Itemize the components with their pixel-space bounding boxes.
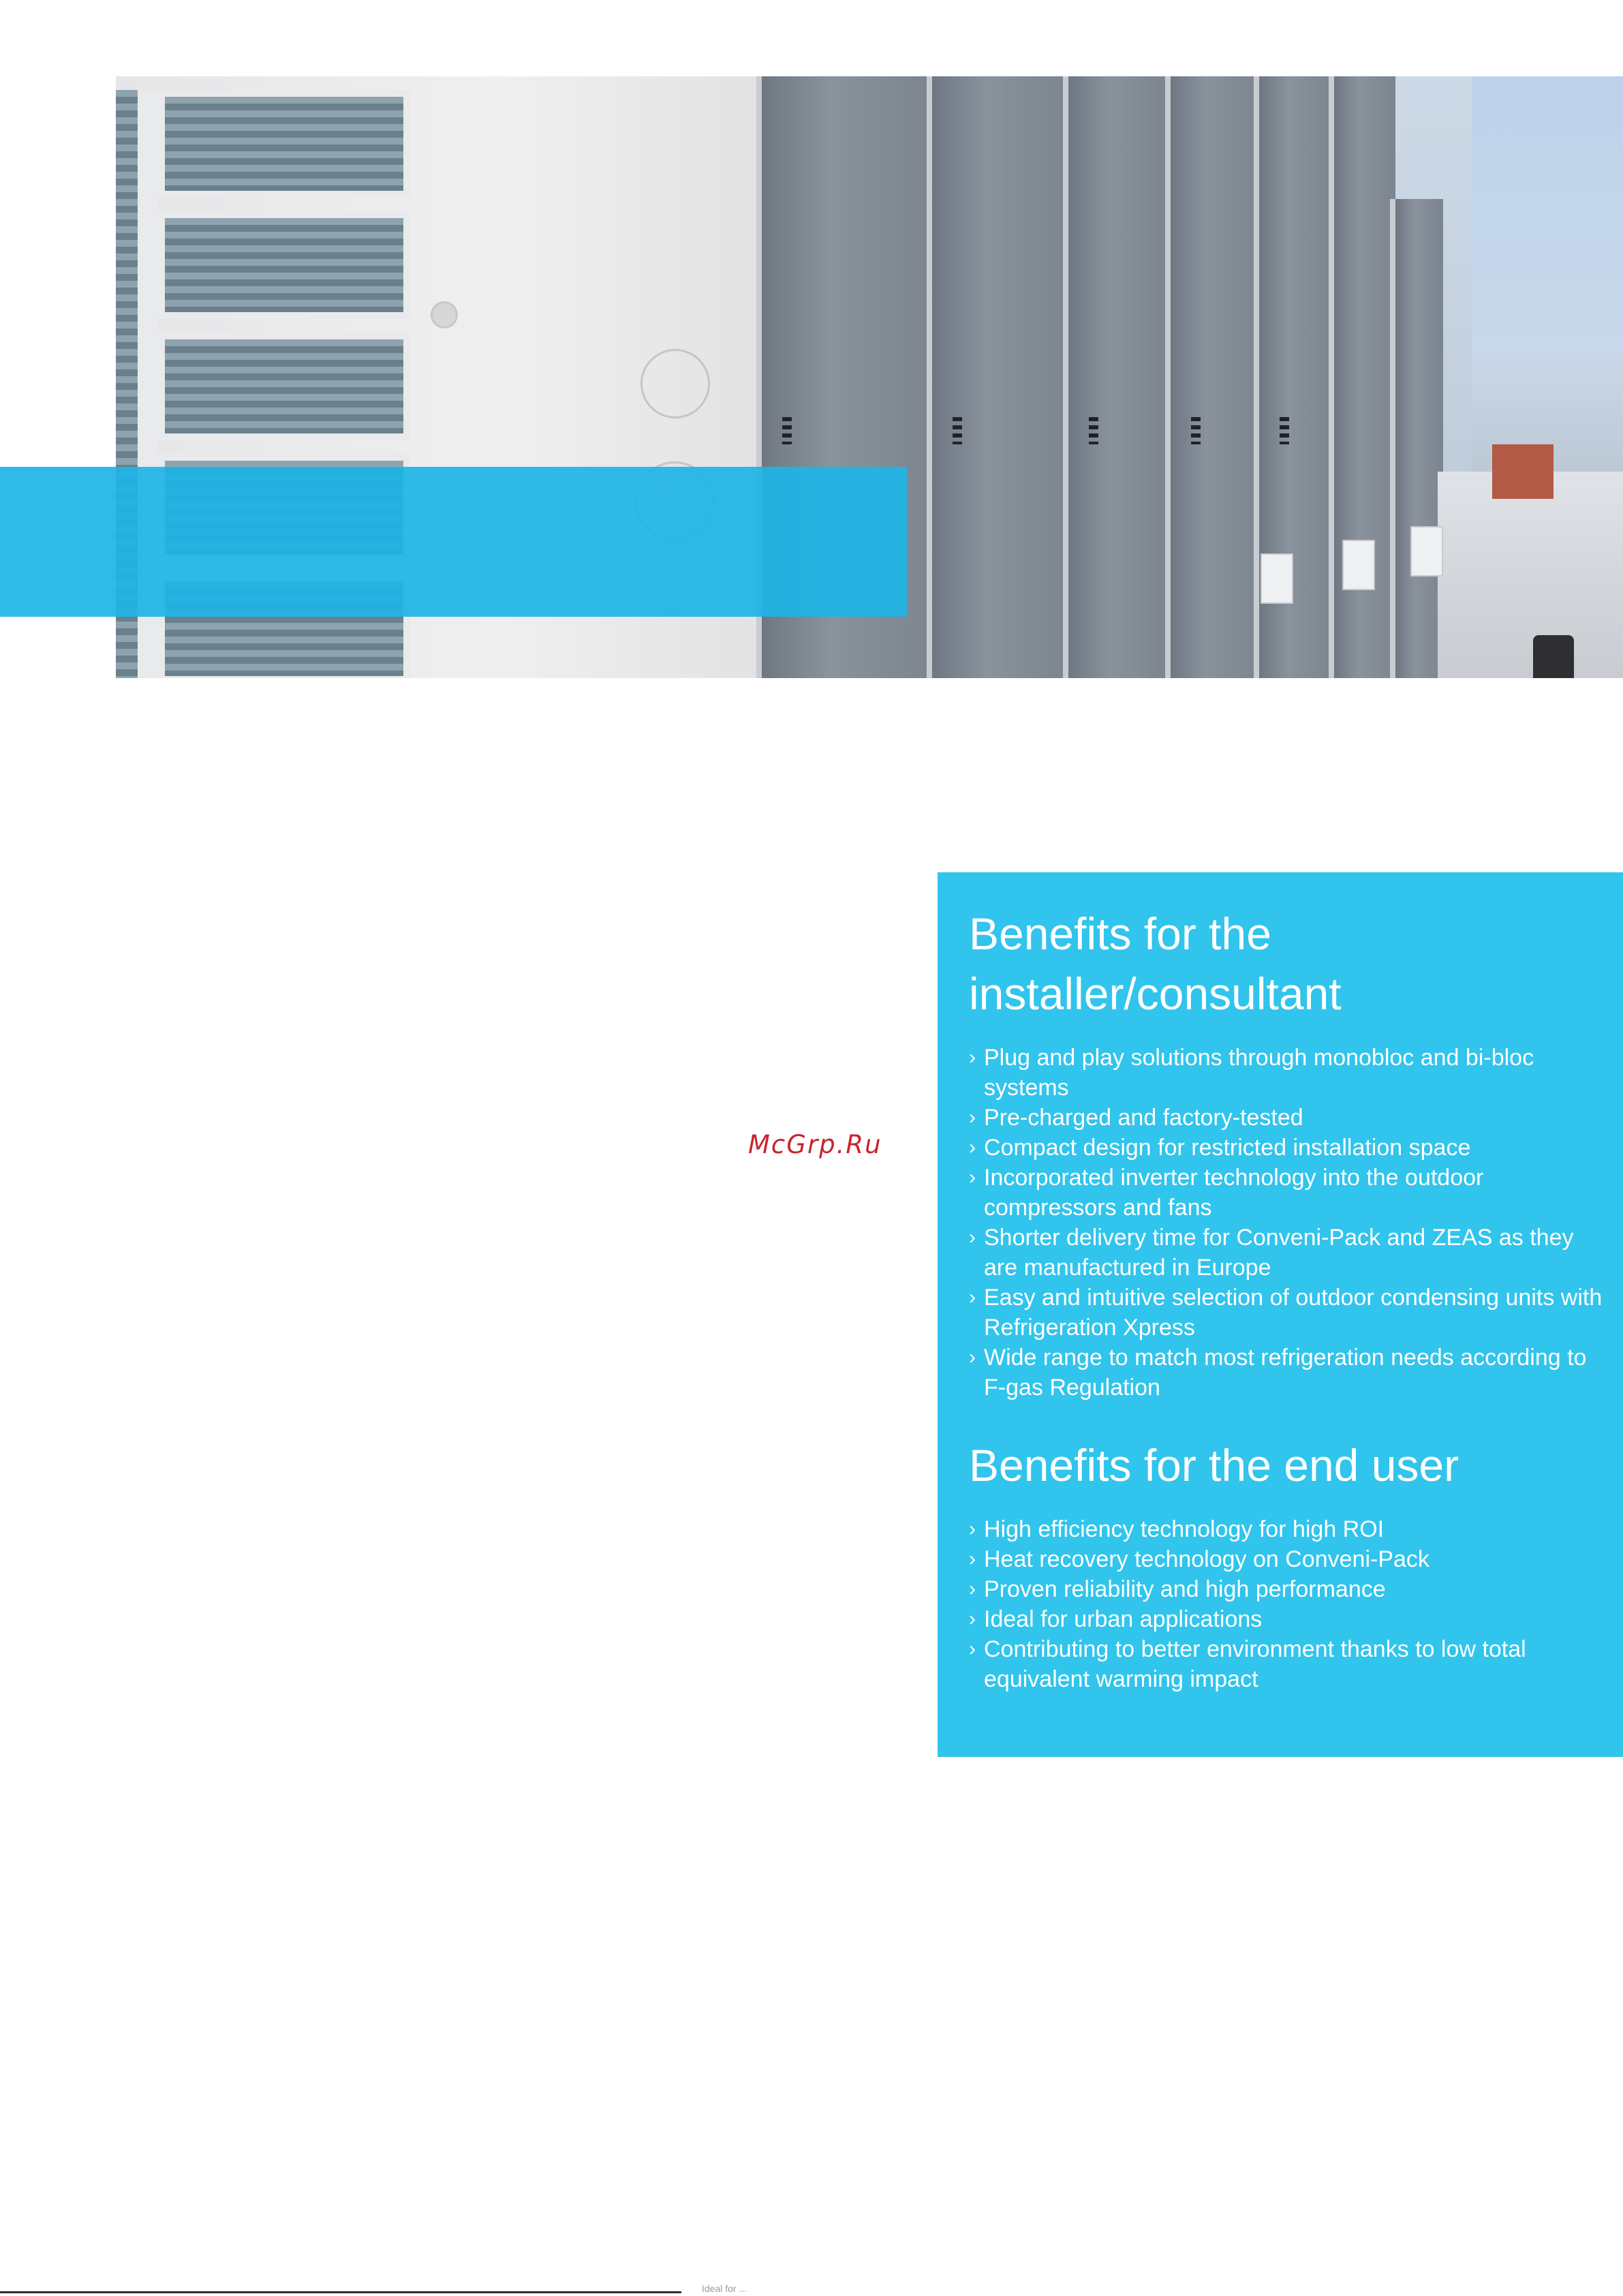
chevron-right-icon: › (969, 1518, 976, 1540)
end-user-benefits-list (969, 1514, 1603, 1694)
chevron-right-icon: › (969, 1608, 976, 1630)
chevron-right-icon: › (969, 1548, 976, 1570)
watermark: McGrp.Ru (748, 1130, 882, 1159)
installer-benefits-heading: Benefits for the installer/consultant (969, 908, 1342, 1019)
list-item: › Pre-charged and factory-tested (969, 1103, 1603, 1133)
chevron-right-icon: › (969, 1166, 976, 1189)
chevron-right-icon: › (969, 1136, 976, 1159)
grey-unit-panel (1390, 199, 1443, 678)
rooftop (1438, 472, 1623, 678)
junction-box (1410, 526, 1443, 577)
grey-unit-panel (1063, 76, 1171, 678)
chevron-right-icon: › (969, 1578, 976, 1600)
footer-small-text: Ideal for ... (702, 2283, 747, 2294)
list-item: › Shorter delivery time for Conveni-Pack and ZEAS as they are manufactured in Europe (969, 1223, 1603, 1283)
chevron-right-icon: › (969, 1638, 976, 1660)
grey-unit-panel (927, 76, 1068, 678)
list-item: › Easy and intuitive selection of outdoor condensing units with Refrigeration Xpress (969, 1283, 1603, 1343)
list-item: › Wide range to match most refrigeration needs according to F-gas Regulation (969, 1343, 1603, 1403)
list-item: › Heat recovery technology on Conveni-Pack (969, 1544, 1603, 1574)
distant-roof (1492, 444, 1554, 499)
chevron-right-icon: › (969, 1226, 976, 1249)
roof-vent-pipe (1533, 635, 1574, 678)
benefits-panel (938, 872, 1623, 1757)
end-user-benefits-heading: Benefits for the end user (969, 1440, 1459, 1490)
unit-knob (431, 301, 458, 328)
chevron-right-icon: › (969, 1286, 976, 1308)
chevron-right-icon: › (969, 1046, 976, 1069)
list-item: › Incorporated inverter technology into the outdoor compressors and fans (969, 1163, 1603, 1223)
blue-banner (0, 467, 907, 617)
end-user-section (969, 1435, 1603, 1694)
list-item: › Contributing to better environment thanks to low total equivalent warming impact (969, 1634, 1603, 1694)
list-item: › Compact design for restricted installation space (969, 1133, 1603, 1163)
unit-circle-mark (640, 349, 710, 418)
chevron-right-icon: › (969, 1106, 976, 1129)
installer-benefits-list (969, 1043, 1603, 1403)
list-item: › Ideal for urban applications (969, 1604, 1603, 1634)
chevron-right-icon: › (969, 1346, 976, 1368)
footer-rule (0, 2291, 681, 2293)
list-item: › High efficiency technology for high ROI (969, 1514, 1603, 1544)
junction-box (1261, 553, 1293, 604)
junction-box (1342, 540, 1375, 590)
list-item: › Proven reliability and high performance (969, 1574, 1603, 1604)
list-item: › Plug and play solutions through monobloc and bi-bloc systems (969, 1043, 1603, 1103)
grey-unit-panel (1165, 76, 1259, 678)
